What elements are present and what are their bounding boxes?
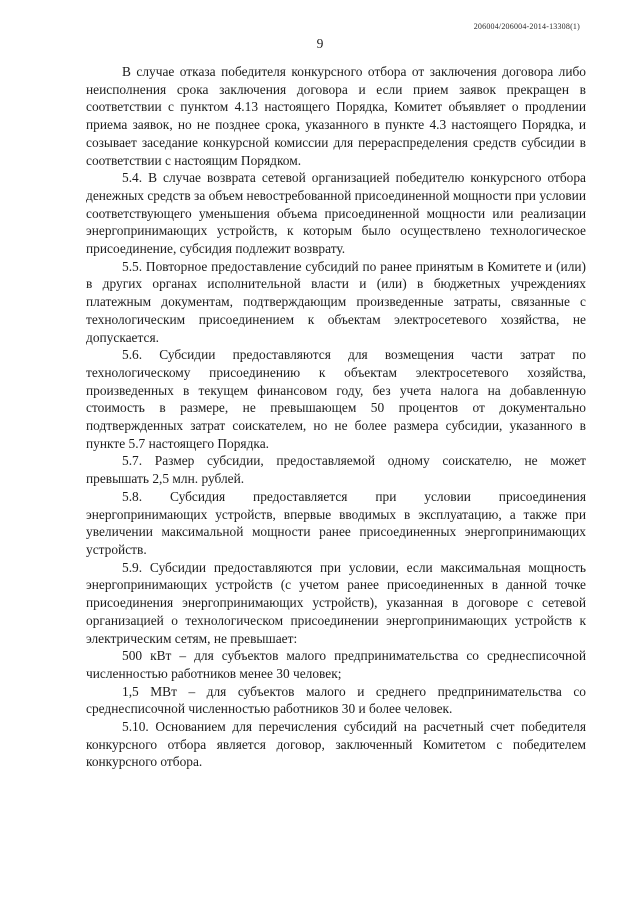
paragraph-refusal: В случае отказа победителя конкурсного отбора от заключения договора либо неисполнения срока заключения договора и если прием заявок прекращен в соответствии с пунктом 4.13 настоящего Порядка, Комитет объявляет о продлении приема заявок, но не позднее срока, указанного в пункте 4.3 настоящего Порядка, и созывает заседание конкурсной комиссии для перераспределения средств субсидии в соответствии с настоящим Порядком.: [86, 64, 586, 168]
paragraph-5-10: 5.10. Основанием для перечисления субсидий на расчетный счет победителя конкурсного отбора является договор, заключенный Комитетом с победителем конкурсного отбора.: [86, 719, 586, 770]
paragraph-5-4: 5.4. В случае возврата сетевой организацией победителю конкурсного отбора денежных средств за объем невостребованной присоединенной мощности при условии соответствующего уменьшения объема присоединенной мощности или реализации энергопринимающих устройств, к которым было осуществлено технологическое присоединение, субсидия подлежит возврату.: [86, 170, 586, 257]
paragraph-1-5mw: 1,5 МВт – для субъектов малого и среднего предпринимательства со среднесписочной численностью работников 30 и более человек.: [86, 683, 586, 717]
paragraph-5-6: 5.6. Субсидии предоставляются для возмещения части затрат по технологическому присоединению к объектам электросетевого хозяйства, произведенных в текущем финансовом году, без учета налога на добавленную стоимость в размере, не превышающем 50 процентов от документально подтвержденных затрат соискателем, но не более размера субсидии, указанного в пункте 5.7 настоящего Порядка.: [86, 347, 586, 451]
paragraph-5-7: 5.7. Размер субсидии, предоставляемой одному соискателю, не может превышать 2,5 млн. рублей.: [86, 453, 586, 487]
paragraph-5-9: 5.9. Субсидии предоставляются при условии, если максимальная мощность энергопринимающих устройств (с учетом ранее присоединенных в данной точке присоединения энергопринимающих устройств), указанная в договоре с сетевой организацией о технологическом присоединении энергопринимающих устройств к электрическим сетям, не превышает:: [86, 559, 586, 646]
document-id: 206004/206004-2014-13308(1): [473, 22, 580, 31]
paragraph-5-8: 5.8. Субсидия предоставляется при условии присоединения энергопринимающих устройств, впервые вводимых в эксплуатацию, а также при увеличении максимальной мощности ранее присоединенных энергопринимающих устройств.: [86, 488, 586, 557]
paragraph-500kw: 500 кВт – для субъектов малого предпринимательства со среднесписочной численностью работников менее 30 человек;: [86, 648, 586, 681]
paragraph-5-5: 5.5. Повторное предоставление субсидий по ранее принятым в Комитете и (или) в других органах исполнительной власти и (или) в бюджетных учреждениях платежным документам, подтверждающим произведенные затраты, связанные с технологическим присоединением к объектам электросетевого хозяйства, не допускается.: [86, 258, 586, 345]
page-number: 9: [316, 36, 324, 51]
document-body: [86, 63, 586, 771]
